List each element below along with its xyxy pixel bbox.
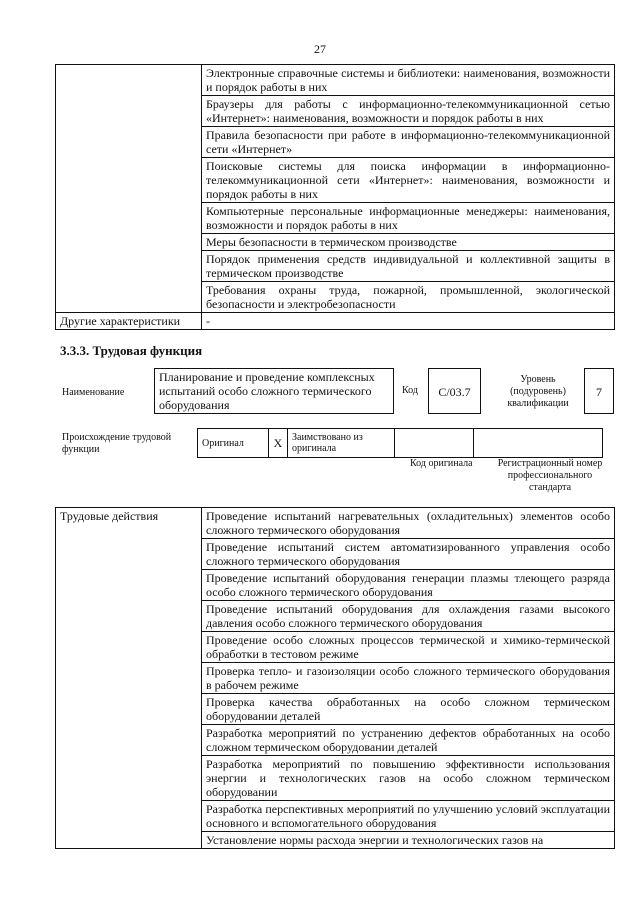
origin-label: Происхождение трудовой функции: [62, 432, 172, 455]
table-row: [56, 313, 615, 330]
knowledge-table: [55, 64, 615, 330]
level-label: Уровень (подуровень) квалификации: [507, 374, 569, 409]
reg-number-label: Регистрационный номер профессионального стандарта: [497, 458, 603, 493]
table-cell: Проведение испытаний оборудования для охлаждения газами высокого давления особо сложного термического оборудования: [202, 601, 615, 632]
table-cell: Проверка качества обработанных на особо сложном термическом оборудовании деталей: [202, 694, 615, 725]
level-box: 7: [584, 368, 614, 414]
original-mark: X: [269, 429, 288, 458]
reg-number-cell: [474, 429, 603, 458]
table-cell: Разработка перспективных мероприятий по улучшению условий эксплуатации основного и вспомогательного оборудования: [202, 801, 615, 832]
origin-row: [197, 428, 603, 458]
code-box: С/03.7: [428, 368, 481, 414]
table-cell: Проведение особо сложных процессов термической и химико-термической обработки в тестовом режиме: [202, 632, 615, 663]
page-number: 27: [314, 42, 326, 56]
table-cell: Установление нормы расхода энергии и технологических газов на: [202, 832, 615, 849]
table-cell: Проведение испытаний оборудования генерации плазмы тлеющего разряда особо сложного термического оборудования: [202, 570, 615, 601]
actions-label: Трудовые действия: [56, 508, 202, 849]
table-cell: Правила безопасности при работе в информационно-телекоммуникационной сети «Интернет»: [202, 127, 615, 158]
table-cell: Меры безопасности в термическом производстве: [202, 234, 615, 251]
original-label: Оригинал: [198, 429, 269, 458]
table-cell: Проведение испытаний систем автоматизированного управления особо сложного термического оборудования: [202, 539, 615, 570]
table-cell: Разработка мероприятий по устранению дефектов обработанных на особо сложном термическом оборудовании деталей: [202, 725, 615, 756]
table-cell: Требования охраны труда, пожарной, промышленной, экологической безопасности и электробезопасности: [202, 282, 615, 313]
code-label: Код: [402, 385, 418, 396]
name-label: Наименование: [62, 387, 125, 398]
original-code-cell: [395, 429, 474, 458]
function-name-box: Планирование и проведение комплексных испытаний особо сложного термического оборудования: [154, 368, 394, 414]
other-characteristics-value: -: [202, 313, 615, 330]
table-row: [56, 508, 615, 539]
table-cell: Электронные справочные системы и библиотеки: наименования, возможности и порядок работы в них: [202, 65, 615, 96]
table-cell: Компьютерные персональные информационные менеджеры: наименования, возможности и порядок работы в них: [202, 203, 615, 234]
table-row: [56, 65, 615, 96]
table-cell: Проверка тепло- и газоизоляции особо сложного термического оборудования в рабочем режиме: [202, 663, 615, 694]
actions-table: [55, 507, 615, 849]
other-characteristics-label: Другие характеристики: [56, 313, 202, 330]
table-cell: Браузеры для работы с информационно-телекоммуникационной сетью «Интернет»: наименования, возможности и порядок работы в них: [202, 96, 615, 127]
table-cell: Проведение испытаний нагревательных (охладительных) элементов особо сложного термического оборудования: [202, 508, 615, 539]
section-title: 3.3.3. Трудовая функция: [60, 343, 203, 358]
table-cell: Порядок применения средств индивидуальной и коллективной защиты в термическом производстве: [202, 251, 615, 282]
table-label-cell: [56, 65, 202, 313]
original-code-label: Код оригинала: [410, 458, 473, 469]
borrowed-label: Заимствовано из оригинала: [288, 429, 395, 458]
table-cell: Разработка мероприятий по повышению эффективности использования энергии и технологических газов на особо сложном термическом оборудовании: [202, 756, 615, 801]
table-cell: Поисковые системы для поиска информации в информационно-телекоммуникационной сети «Интернет»: наименования, возможности и порядок работы в них: [202, 158, 615, 203]
